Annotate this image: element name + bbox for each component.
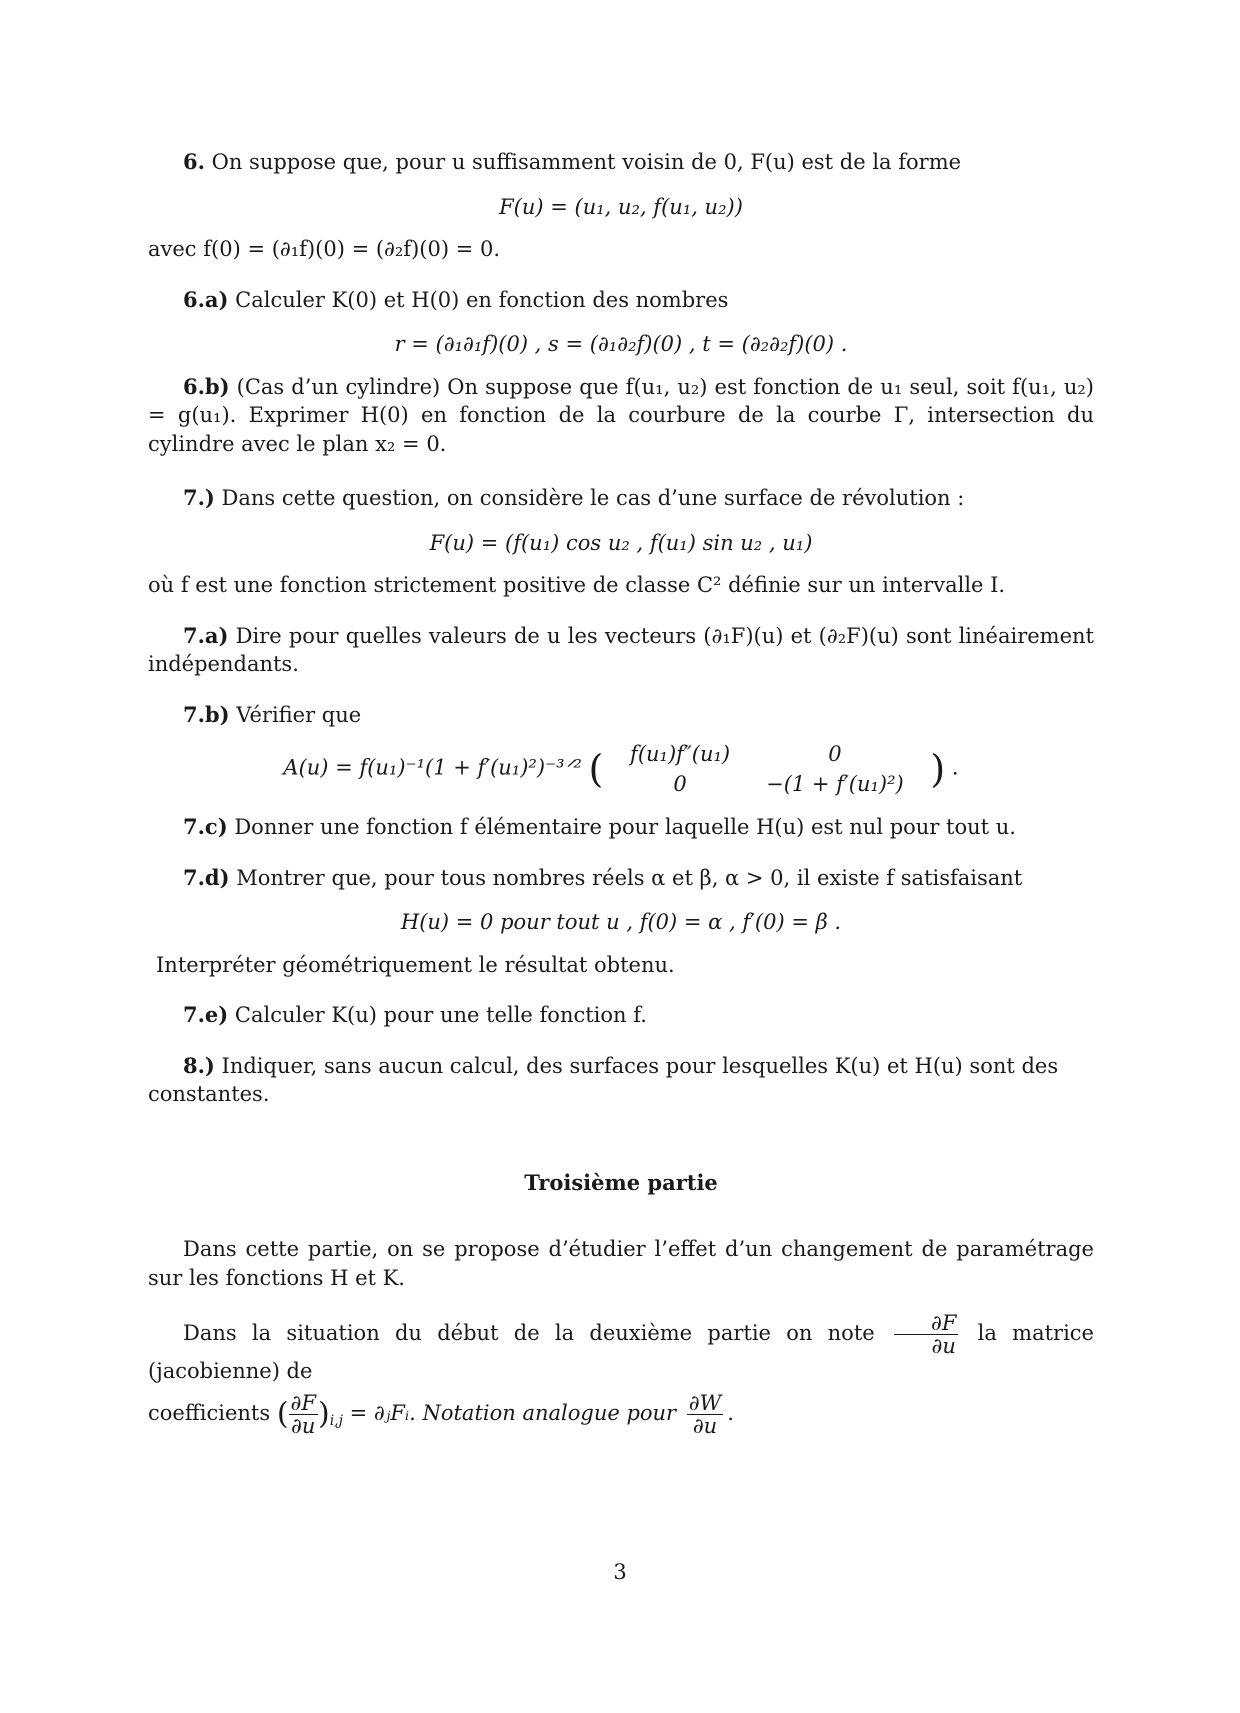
question-7b [148,701,1094,730]
fraction-dF-du-coef [289,1392,318,1437]
subscript-ij: i,j [329,1412,343,1429]
q6b-label: 6.b) [183,373,230,399]
question-6 [148,148,1094,177]
q6a-text: Calculer K(0) et H(0) en fonction des nombres [235,287,729,312]
q8-text: Indiquer, sans aucun calcul, des surfaces pour lesquelles K(u) et H(u) sont des constantes. [148,1053,1059,1106]
coef-right-paren: ) [317,1396,330,1431]
q7c-label: 7.c) [183,814,228,839]
q6a-equation: r = (∂₁∂₁f)(0) , s = (∂₁∂₂f)(0) , t = (∂₂∂₂f)(0) . [394,332,848,356]
matrix-right-paren: ) [930,747,946,791]
fraction-numerator: ∂F [894,1312,958,1335]
question-7c [148,813,1094,842]
page-number: 3 [613,1560,627,1584]
matrix-cell-12: 0 [828,742,842,766]
part3-jacobian [148,1312,1094,1386]
coefficients-end: . [727,1400,734,1425]
q7b-eq-end: . [951,755,959,780]
fraction-dW-du [687,1392,723,1437]
fraction-denominator: ∂u [291,1413,316,1438]
part3-coefficients [148,1392,1094,1437]
q6b-text: (Cas d’un cylindre) On suppose que f(u₁, u₂) est fonction de u₁ seul, soit f(u₁, u₂) = g(u₁). Exprimer H(0) en fonction de la courbure de la courbe Γ, intersection du cylindre avec le plan x₂ = 0. [148,374,1094,456]
q7b-lhs: A(u) = f(u₁)⁻¹(1 + f′(u₁)²)⁻³ᐟ² [283,755,582,780]
q7-label: 7.) [183,485,215,510]
coefficients-notation: = ∂ⱼFᵢ. Notation analogue pour [349,1400,677,1425]
jacobian-text-before: Dans la situation du début de la deuxième partie on note [183,1321,875,1345]
q6a-label: 6.a) [183,286,229,312]
jacobian-text-after: la matrice (jacobienne) de [148,1321,1094,1383]
q7-text: Dans cette question, on considère le cas d’une surface de révolution : [221,486,965,510]
document-body [148,148,1094,1437]
coef-left-paren: ( [276,1396,289,1431]
coefficients-text: coefficients [148,1400,271,1425]
matrix-cell-22: −(1 + f′(u₁)²) [766,772,904,796]
q7-equation: F(u) = (f(u₁) cos u₂ , f(u₁) sin u₂ , u₁) [429,530,813,555]
q7b-text: Vérifier que [236,702,362,727]
question-7 [148,484,1094,513]
fraction-denominator: ∂u [692,1413,718,1438]
q6-condition: avec f(0) = (∂₁f)(0) = (∂₂f)(0) = 0. [148,237,501,261]
q7b-label: 7.b) [183,701,230,727]
question-7a [148,622,1094,679]
q8-label: 8.) [183,1052,215,1078]
q7d-equation: H(u) = 0 pour tout u , f(0) = α , f′(0) = β . [400,910,842,934]
q6-equation: F(u) = (u₁, u₂, f(u₁, u₂)) [499,194,743,219]
q7a-text: Dire pour quelles valeurs de u les vecteurs (∂₁F)(u) et (∂₂F)(u) sont linéairement indépendants. [148,623,1094,676]
matrix-cell-21: 0 [673,772,687,796]
fraction-numerator: ∂W [688,1390,722,1415]
q7d-after: Interpréter géométriquement le résultat obtenu. [156,952,675,977]
q7a-label: 7.a) [183,622,229,648]
q7b-equation [148,739,1094,799]
q7d-label: 7.d) [183,864,230,890]
q6-label: 6. [183,149,205,174]
question-6a [148,286,1094,315]
matrix-cell-11: f(u₁)f″(u₁) [630,742,731,766]
matrix-A [612,739,922,799]
q7e-text: Calculer K(u) pour une telle fonction f. [234,1003,647,1027]
question-7d [148,864,1094,893]
question-8 [148,1052,1094,1109]
matrix-left-paren: ( [588,747,604,791]
section-heading: Troisième partie [524,1169,718,1195]
part3-intro: Dans cette partie, on se propose d’étudier l’effet d’un changement de paramétrage sur les fonctions H et K. [148,1237,1094,1290]
q7c-text: Donner une fonction f élémentaire pour laquelle H(u) est nul pour tout u. [234,815,1016,839]
q6-intro: On suppose que, pour u suffisamment voisin de 0, F(u) est de la forme [211,150,962,174]
fraction-dF-du [894,1312,958,1357]
q7e-label: 7.e) [183,1002,229,1027]
fraction-numerator: ∂F [290,1390,316,1415]
fraction-denominator: ∂u [931,1334,956,1358]
q7-after: où f est une fonction strictement positive de classe C² définie sur un intervalle I. [148,573,1006,597]
question-6b [148,373,1094,459]
question-7e [148,1001,1094,1030]
q7d-text: Montrer que, pour tous nombres réels α et β, α > 0, il existe f satisfaisant [236,865,1023,890]
